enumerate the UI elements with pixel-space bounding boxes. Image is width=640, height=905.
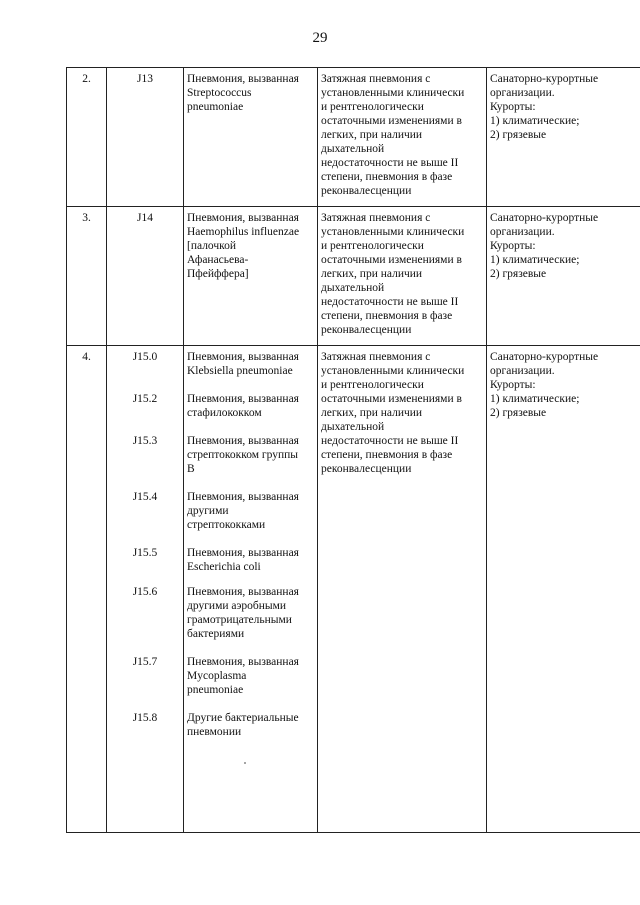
name-line: стрептококками (187, 519, 266, 531)
subitem-code (110, 655, 180, 711)
subitem-code (110, 490, 180, 546)
page-number: 29 (312, 30, 328, 46)
subitem-code (110, 546, 180, 585)
name-line: pneumoniae (187, 684, 244, 696)
name-line: Пневмония, вызванная (187, 491, 299, 503)
name-line: pneumoniae (187, 101, 244, 113)
name-line: Пневмония, вызванная (187, 435, 299, 447)
condition-line: недостаточности не выше II (321, 435, 459, 447)
icd-code: J15.3 (132, 435, 158, 447)
name-line: другими аэробными (187, 600, 287, 612)
name-line: Пневмония, вызванная (187, 656, 299, 668)
subitem-name (187, 546, 314, 585)
name-line: Mycoplasma (187, 670, 247, 682)
subitem-name (187, 711, 314, 739)
condition-line: реконвалесценции (321, 463, 412, 475)
icd-code: J15.7 (132, 656, 158, 668)
name-line: Другие бактериальные (187, 712, 299, 724)
subitem-name (187, 434, 314, 490)
row-number: 2. (67, 68, 107, 207)
name-line: Пневмония, вызванная (187, 393, 299, 405)
org-line: организации. (490, 87, 555, 99)
name-line: пневмонии (187, 726, 242, 738)
condition-line: легких, при наличии (321, 129, 423, 141)
org-line: 2) грязевые (490, 129, 547, 141)
resort-indications-table (66, 67, 640, 833)
org-line: 2) грязевые (490, 407, 547, 419)
condition-line: дыхательной (321, 143, 385, 155)
table-row (67, 207, 640, 346)
org-line: организации. (490, 226, 555, 238)
icd-code: J14 (107, 207, 184, 346)
name-line: Streptococcus (187, 87, 252, 99)
org-line: Санаторно-курортные (490, 351, 599, 363)
condition-line: Затяжная пневмония с (321, 73, 431, 85)
condition-line: легких, при наличии (321, 268, 423, 280)
condition-line: дыхательной (321, 282, 385, 294)
condition-line: установленными клинически (321, 365, 465, 377)
condition-line: остаточными изменениями в (321, 393, 462, 405)
icd-code: J15.6 (132, 586, 158, 598)
subitem-code (110, 711, 180, 725)
organization-cell (487, 68, 640, 207)
org-line: 2) грязевые (490, 268, 547, 280)
name-line: Пфейффера] (187, 268, 249, 280)
scan-speck (244, 762, 246, 764)
condition-line: установленными клинически (321, 226, 465, 238)
condition-line: установленными клинически (321, 87, 465, 99)
table-row (67, 68, 640, 207)
row-number: 4. (67, 346, 107, 833)
org-line: 1) климатические; (490, 254, 580, 266)
icd-code: J13 (107, 68, 184, 207)
condition-line: Затяжная пневмония с (321, 212, 431, 224)
name-line: Пневмония, вызванная (187, 547, 299, 559)
subitem-name (187, 392, 314, 434)
condition-line: недостаточности не выше II (321, 296, 459, 308)
icd-code: J15.5 (132, 547, 158, 559)
condition-line: степени, пневмония в фазе (321, 171, 453, 183)
condition-line: дыхательной (321, 421, 385, 433)
org-line: Санаторно-курортные (490, 73, 599, 85)
condition-line: и рентгенологически (321, 240, 424, 252)
condition-line: реконвалесценции (321, 185, 412, 197)
organization-cell (487, 346, 640, 833)
condition-line: и рентгенологически (321, 101, 424, 113)
icd-code-list (107, 346, 184, 833)
row-number: 3. (67, 207, 107, 346)
subitem-code (110, 434, 180, 490)
condition-line: недостаточности не выше II (321, 157, 459, 169)
org-line: организации. (490, 365, 555, 377)
condition-line: реконвалесценции (321, 324, 412, 336)
disease-name (184, 207, 318, 346)
org-line: Курорты: (490, 379, 536, 391)
org-line: 1) климатические; (490, 115, 580, 127)
org-line: Курорты: (490, 240, 536, 252)
subitem-name (187, 585, 314, 655)
subitem-name (187, 350, 314, 392)
name-line: Haemophilus influenzae (187, 226, 300, 238)
name-line: Пневмония, вызванная (187, 73, 299, 85)
condition-line: легких, при наличии (321, 407, 423, 419)
condition-cell (318, 68, 487, 207)
disease-name-list (184, 346, 318, 833)
name-line: В (187, 463, 195, 475)
name-line: стафилококком (187, 407, 262, 419)
condition-cell (318, 207, 487, 346)
icd-code: J15.0 (132, 351, 158, 363)
icd-code: J15.4 (132, 491, 158, 503)
subitem-name (187, 655, 314, 711)
name-line: грамотрицательными (187, 614, 292, 626)
name-line: Пневмония, вызванная (187, 351, 299, 363)
condition-line: и рентгенологически (321, 379, 424, 391)
subitem-code (110, 350, 180, 392)
name-line: другими (187, 505, 229, 517)
organization-cell (487, 207, 640, 346)
disease-name (184, 68, 318, 207)
name-line: Афанасьева- (187, 254, 249, 266)
name-line: [палочкой (187, 240, 237, 252)
condition-line: Затяжная пневмония с (321, 351, 431, 363)
table-row (67, 346, 640, 833)
name-line: Klebsiella pneumoniae (187, 365, 293, 377)
subitem-code (110, 585, 180, 655)
condition-line: степени, пневмония в фазе (321, 310, 453, 322)
org-line: Курорты: (490, 101, 536, 113)
name-line: стрептококком группы (187, 449, 299, 461)
icd-code: J15.8 (132, 712, 158, 724)
name-line: бактериями (187, 628, 245, 640)
condition-line: остаточными изменениями в (321, 254, 462, 266)
org-line: Санаторно-курортные (490, 212, 599, 224)
subitem-code (110, 392, 180, 434)
icd-code: J15.2 (132, 393, 158, 405)
name-line: Пневмония, вызванная (187, 212, 299, 224)
condition-cell (318, 346, 487, 833)
name-line: Пневмония, вызванная (187, 586, 299, 598)
org-line: 1) климатические; (490, 393, 580, 405)
condition-line: степени, пневмония в фазе (321, 449, 453, 461)
name-line: Escherichia coli (187, 561, 261, 573)
condition-line: остаточными изменениями в (321, 115, 462, 127)
subitem-name (187, 490, 314, 546)
